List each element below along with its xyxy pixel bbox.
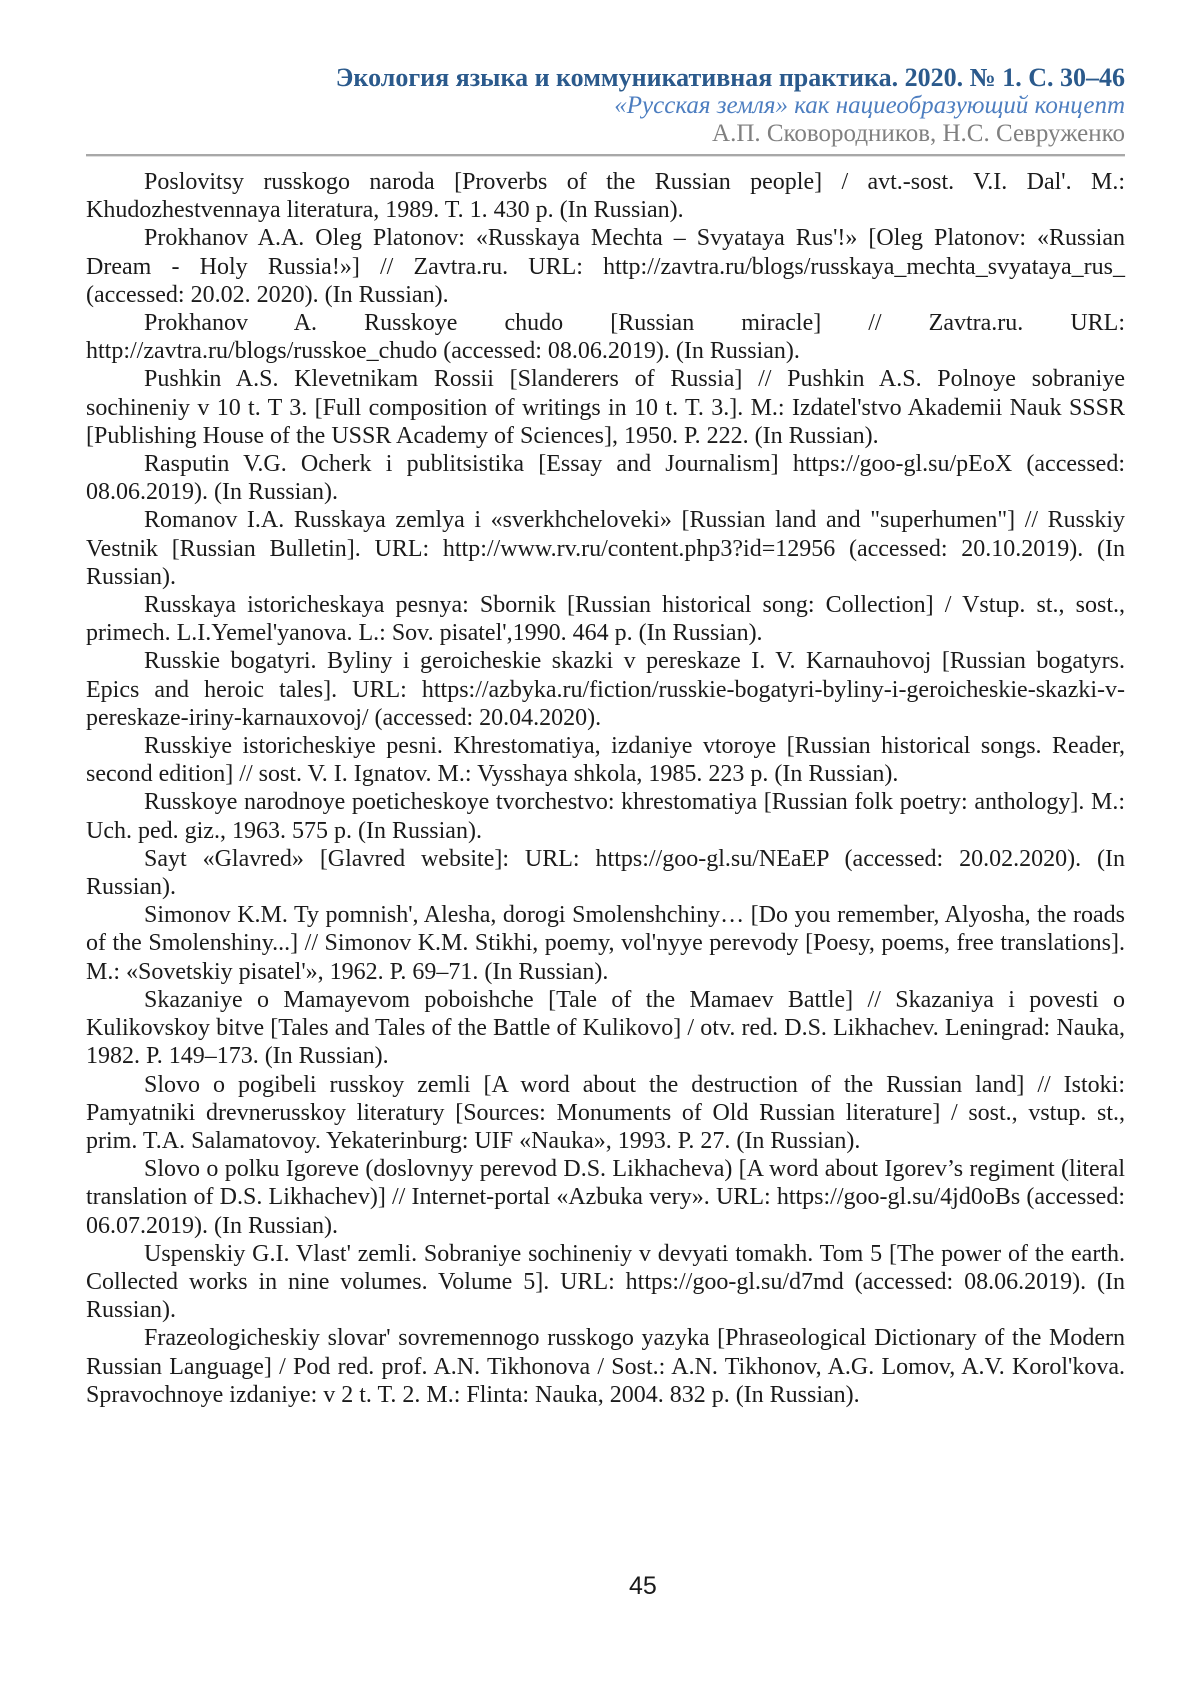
reference-entry: Russkoye narodnoye poeticheskoye tvorchestvo: khrestomatiya [Russian folk poetry: anthology]. M.: Uch. ped. giz., 1963. 575 p. (In Russian). (86, 789, 1125, 844)
header-divider (86, 154, 1125, 157)
reference-entry: Simonov K.M. Ty pomnish', Alesha, dorogi Smolenshchiny… [Do you remember, Alyosha, the roads of the Smolenshiny...] // Simonov K.M. Stikhi, poemy, vol'nyye perevody [Poesy, poems, free translations]. M.: «Sovetskiy pisatel'», 1962. P. 69–71. (In Russian). (86, 902, 1125, 985)
reference-entry: Prokhanov A.A. Oleg Platonov: «Russkaya Mechta – Svyataya Rus'!» [Oleg Platonov: «Russian Dream - Holy Russia!»] // Zavtra.ru. URL: http://zavtra.ru/blogs/russkaya_mechta_svyataya_rus_ (accessed: 20.02. 2020). (In Russian). (86, 225, 1125, 308)
reference-entry: Skazaniye o Mamayevom poboishche [Tale of the Mamaev Battle] // Skazaniya i povesti o Kulikovskoy bitve [Tales and Tales of the Battle of Kulikovo] / otv. red. D.S. Likhachev. Leningrad: Nauka, 1982. P. 149–173. (In Russian). (86, 986, 1125, 1070)
reference-entry: Pushkin A.S. Klevetnikam Rossii [Slanderers of Russia] // Pushkin A.S. Polnoye sobraniye sochineniy v 10 t. T 3. [Full composition of writings in 10 t. T. 3.]. M.: Izdatel'stvo Akademii Nauk SSSR [Publishing House of the USSR Academy of Sciences], 1950. P. 222. (In Russian). (86, 366, 1125, 449)
reference-entry: Russkaya istoricheskaya pesnya: Sbornik [Russian historical song: Collection] / Vstup. st., sost., primech. L.I.Yemel'yanova. L.: Sov. pisatel',1990. 464 p. (In Russian). (86, 592, 1125, 647)
reference-entry: Romanov I.A. Russkaya zemlya i «sverkhcheloveki» [Russian land and "superhumen"] // Russkiy Vestnik [Russian Bulletin]. URL: http://www.rv.ru/content.php3?id=12956 (accessed: 20.10.2019). (In Russian). (86, 507, 1125, 590)
reference-entry: Poslovitsy russkogo naroda [Proverbs of the Russian people] / avt.-sost. V.I. Dal'. M.: Khudozhestvennaya literatura, 1989. T. 1. 430 p. (In Russian). (86, 169, 1125, 224)
page-number: 45 (629, 1572, 657, 1600)
reference-entry: Uspenskiy G.I. Vlast' zemli. Sobraniye sochineniy v devyati tomakh. Tom 5 [The power of the earth. Collected works in nine volumes. Volume 5]. URL: https://goo-gl.su/d7md (accessed: 08.06.2019). (In Russian). (86, 1240, 1125, 1324)
reference-entry: Slovo o polku Igoreve (doslovnyy perevod D.S. Likhacheva) [A word about Igorev’s regiment (literal translation of D.S. Likhachev)] // Internet-portal «Azbuka very». URL: https://goo-gl.su/4jd0oBs (accessed: 06.07.2019). (In Russian). (86, 1156, 1125, 1239)
page-header (86, 64, 1125, 148)
references-list (86, 168, 1125, 1409)
article-title: «Русская земля» как нациеобразующий концепт (614, 92, 1125, 119)
reference-entry: Russkie bogatyri. Byliny i geroicheskie skazki v pereskaze I. V. Karnauhovoj [Russian bogatyrs. Epics and heroic tales]. URL: https://azbyka.ru/fiction/russkie-bogatyri-byliny-i-geroicheskie-skazki-v-pereskaze-iriny-karnauxovoj/ (accessed: 20.04.2020). (86, 648, 1125, 731)
reference-entry: Sayt «Glavred» [Glavred website]: URL: https://goo-gl.su/NEaEP (accessed: 20.02.2020). (In Russian). (86, 845, 1125, 901)
reference-entry: Rasputin V.G. Ocherk i publitsistika [Essay and Journalism] https://goo-gl.su/pEoX (accessed: 08.06.2019). (In Russian). (86, 451, 1125, 506)
authors: А.П. Сковородников, Н.С. Севруженко (712, 120, 1125, 147)
reference-entry: Russkiye istoricheskiye pesni. Khrestomatiya, izdaniye vtoroye [Russian historical songs. Reader, second edition] // sost. V. I. Ignatov. M.: Vysshaya shkola, 1985. 223 p. (In Russian). (86, 733, 1125, 788)
reference-entry: Frazeologicheskiy slovar' sovremennogo russkogo yazyka [Phraseological Dictionary of the Modern Russian Language] / Pod red. prof. A.N. Tikhonova / Sost.: A.N. Tikhonov, A.G. Lomov, A.V. Korol'kova. Spravochnoye izdaniye: v 2 t. T. 2. M.: Flinta: Nauka, 2004. 832 p. (In Russian). (86, 1325, 1125, 1408)
reference-entry: Slovo o pogibeli russkoy zemli [A word about the destruction of the Russian land] // Istoki: Pamyatniki drevnerusskoy literatury [Sources: Monuments of Old Russian literature] / sost., vstup. st., prim. T.A. Salamatovoy. Yekaterinburg: UIF «Nauka», 1993. P. 27. (In Russian). (86, 1071, 1125, 1154)
journal-citation: Экология языка и коммуникативная практика. 2020. № 1. С. 30–46 (335, 63, 1125, 92)
reference-entry: Prokhanov A. Russkoye chudo [Russian miracle] // Zavtra.ru. URL: http://zavtra.ru/blogs/russkoe_chudo (accessed: 08.06.2019). (In Russian). (86, 310, 1125, 365)
